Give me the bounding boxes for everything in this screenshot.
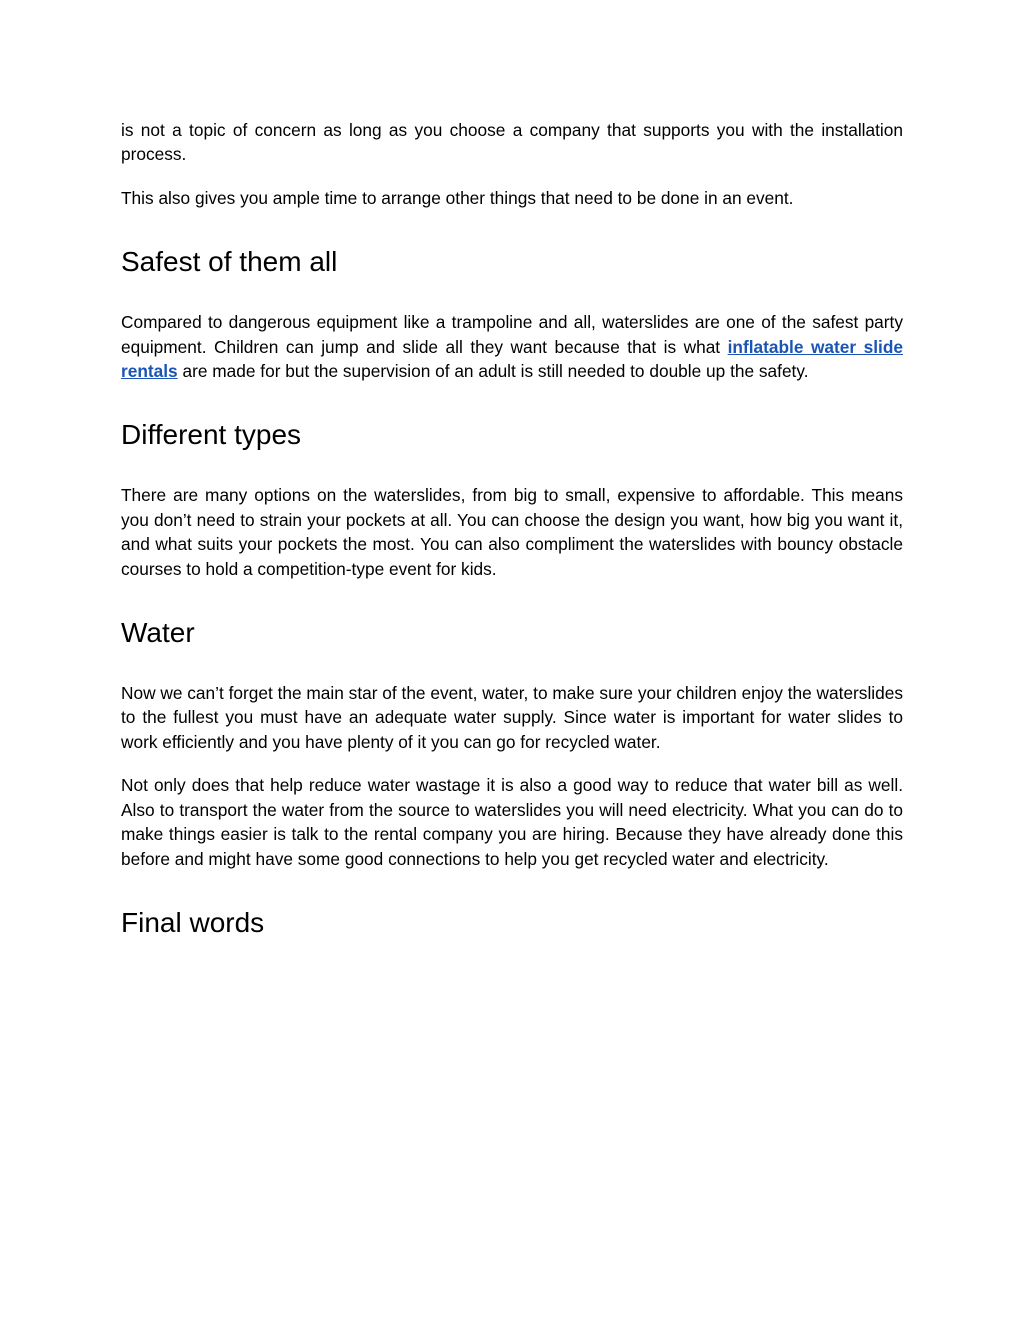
paragraph-ample-time: This also gives you ample time to arrange other things that need to be done in an event. [121,187,794,208]
paragraph-water-supply: Now we can’t forget the main star of the event, water, to make sure your children enjoy the waterslides to the fullest you must have an adequate water supply. Since water is important for water slides to work efficiently and you have plenty of it you can go for recycled water. [121,683,903,752]
heading-safest: Safest of them all [121,246,338,278]
inflatable-water-slide-rentals-link[interactable]: inflatable water slide rentals [121,336,903,382]
paragraph-safety-text-after: are made for but the supervision of an adult is still needed to double up the safety. [177,361,809,382]
paragraph-installation: is not a topic of concern as long as you choose a company that supports you with the installation process. [121,120,903,165]
heading-final-words: Final words [121,906,265,938]
paragraph-safety [121,310,903,383]
paragraph-recycled-water: Not only does that help reduce water wastage it is also a good way to reduce that water bill as well. Also to transport the water from the source to waterslides you will need electricity. What you can do to make things easier is talk to the rental company you are hiring. Because they have already done this before and might have some good connections to help you get recycled water and electricity. [121,775,903,869]
paragraph-types: There are many options on the waterslides, from big to small, expensive to affordable. This means you don’t need to strain your pockets at all. You can choose the design you want, how big you want it, and what suits your pockets the most. You can also compliment the waterslides with bouncy obstacle courses to hold a competition-type event for kids. [121,485,903,579]
paragraph-safety-text-before: Compared to dangerous equipment like a trampoline and all, waterslides are one of the safest party equipment. Children can jump and slide all they want because that is what [121,312,903,357]
document-page [121,118,903,940]
heading-different-types: Different types [121,419,302,451]
heading-water: Water [121,617,195,649]
